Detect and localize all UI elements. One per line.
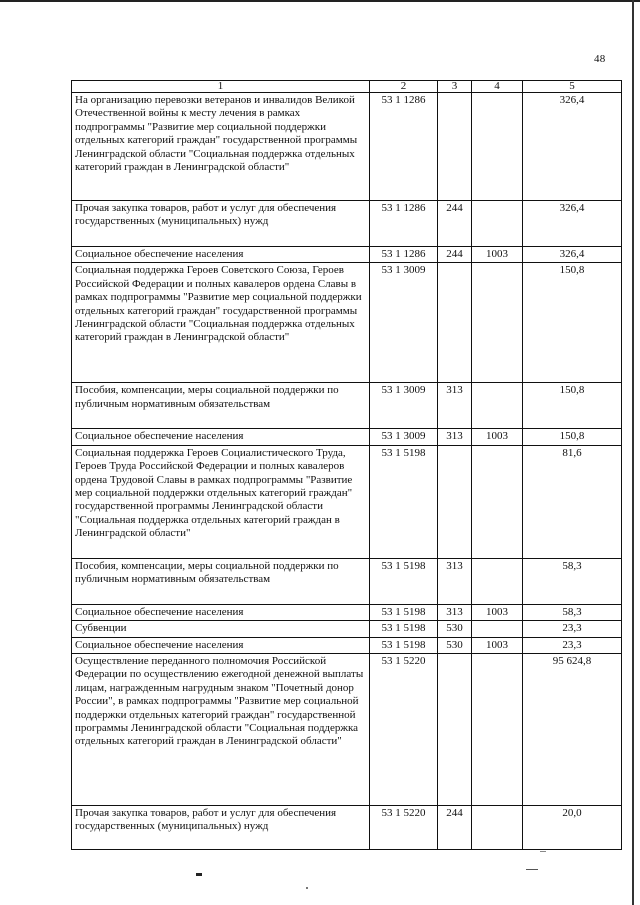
row-name: Социальное обеспечение населения	[72, 637, 370, 653]
row-name: Субвенции	[72, 621, 370, 637]
table-row	[72, 201, 622, 247]
row-code: 53 1 5198	[370, 445, 438, 558]
row-type	[438, 445, 472, 558]
column-header: 1	[72, 81, 370, 93]
row-code: 53 1 5198	[370, 621, 438, 637]
scan-speck	[540, 851, 546, 852]
row-section	[472, 621, 523, 637]
row-section: 1003	[472, 247, 523, 263]
column-header: 3	[438, 81, 472, 93]
row-amount: 150,8	[523, 383, 622, 429]
row-code: 53 1 5220	[370, 654, 438, 806]
row-type: 530	[438, 637, 472, 653]
row-type: 313	[438, 429, 472, 445]
row-code: 53 1 3009	[370, 383, 438, 429]
row-type: 313	[438, 383, 472, 429]
page-number: 48	[594, 53, 606, 65]
table-row	[72, 654, 622, 806]
row-name: Социальная поддержка Героев Социалистического Труда, Героев Труда Российской Федерации и полных кавалеров ордена Трудовой Славы в рамках подпрограммы "Развитие мер социальной поддержки отдельных категорий граждан" государственной программы Ленинградской области "Социальная поддержка отдельных категорий граждан в Ленинградской области"	[72, 445, 370, 558]
table-row	[72, 263, 622, 383]
row-section	[472, 263, 523, 383]
row-code: 53 1 5220	[370, 806, 438, 850]
page-top-edge	[0, 0, 640, 2]
row-code: 53 1 1286	[370, 247, 438, 263]
table-row	[72, 429, 622, 445]
row-name: Социальная поддержка Героев Советского Союза, Героев Российской Федерации и полных кавалеров ордена Славы в рамках подпрограммы "Развитие мер социальной поддержки отдельных категорий граждан" государственной программы Ленинградской области "Социальная поддержка отдельных категорий граждан в Ленинградской области"	[72, 263, 370, 383]
row-amount: 150,8	[523, 429, 622, 445]
table-row	[72, 621, 622, 637]
row-name: Пособия, компенсации, меры социальной поддержки по публичным нормативным обязательствам	[72, 383, 370, 429]
table-row	[72, 445, 622, 558]
row-section	[472, 201, 523, 247]
row-code: 53 1 1286	[370, 201, 438, 247]
row-type	[438, 263, 472, 383]
row-section: 1003	[472, 604, 523, 620]
table-row	[72, 806, 622, 850]
row-type	[438, 93, 472, 201]
row-type: 313	[438, 558, 472, 604]
table-row	[72, 383, 622, 429]
row-code: 53 1 5198	[370, 604, 438, 620]
table-header-row	[72, 81, 622, 93]
row-type: 530	[438, 621, 472, 637]
row-code: 53 1 3009	[370, 263, 438, 383]
table-row	[72, 558, 622, 604]
column-header: 5	[523, 81, 622, 93]
row-amount: 326,4	[523, 247, 622, 263]
row-type	[438, 654, 472, 806]
row-section: 1003	[472, 637, 523, 653]
row-amount: 326,4	[523, 93, 622, 201]
scan-speck	[306, 887, 308, 889]
row-section	[472, 383, 523, 429]
table-row	[72, 637, 622, 653]
row-section: 1003	[472, 429, 523, 445]
row-section	[472, 806, 523, 850]
row-amount: 20,0	[523, 806, 622, 850]
row-name: Прочая закупка товаров, работ и услуг для обеспечения государственных (муниципальных) нужд	[72, 201, 370, 247]
row-name: Социальное обеспечение населения	[72, 429, 370, 445]
scan-speck	[196, 873, 202, 876]
column-header: 4	[472, 81, 523, 93]
row-name: Социальное обеспечение населения	[72, 247, 370, 263]
row-code: 53 1 1286	[370, 93, 438, 201]
row-amount: 23,3	[523, 637, 622, 653]
row-name: Прочая закупка товаров, работ и услуг для обеспечения государственных (муниципальных) нужд	[72, 806, 370, 850]
row-amount: 150,8	[523, 263, 622, 383]
row-type: 313	[438, 604, 472, 620]
row-type: 244	[438, 247, 472, 263]
row-name: Пособия, компенсации, меры социальной поддержки по публичным нормативным обязательствам	[72, 558, 370, 604]
row-section	[472, 93, 523, 201]
column-header: 2	[370, 81, 438, 93]
row-amount: 23,3	[523, 621, 622, 637]
row-section	[472, 558, 523, 604]
row-amount: 95 624,8	[523, 654, 622, 806]
row-code: 53 1 5198	[370, 637, 438, 653]
table-row	[72, 247, 622, 263]
row-type: 244	[438, 806, 472, 850]
row-name: Социальное обеспечение населения	[72, 604, 370, 620]
scan-speck	[526, 869, 538, 870]
row-name: Осуществление переданного полномочия Российской Федерации по осуществлению ежегодной денежной выплаты лицам, награжденным нагрудным знаком "Почетный донор России", в рамках подпрограммы "Развитие мер социальной поддержки отдельных категорий граждан" государственной программы Ленинградской области "Социальная поддержка отдельных категорий граждан в Ленинградской области"	[72, 654, 370, 806]
row-code: 53 1 3009	[370, 429, 438, 445]
table-row	[72, 93, 622, 201]
table-row	[72, 604, 622, 620]
row-amount: 58,3	[523, 604, 622, 620]
budget-table	[71, 80, 622, 850]
row-name: На организацию перевозки ветеранов и инвалидов Великой Отечественной войны к месту лечения в рамках подпрограммы "Развитие мер социальной поддержки отдельных категорий граждан" государственной программы Ленинградской области "Социальная поддержка отдельных категорий граждан в Ленинградской области"	[72, 93, 370, 201]
row-code: 53 1 5198	[370, 558, 438, 604]
row-amount: 58,3	[523, 558, 622, 604]
row-section	[472, 654, 523, 806]
row-type: 244	[438, 201, 472, 247]
page-right-edge	[632, 0, 634, 905]
row-amount: 326,4	[523, 201, 622, 247]
row-section	[472, 445, 523, 558]
row-amount: 81,6	[523, 445, 622, 558]
